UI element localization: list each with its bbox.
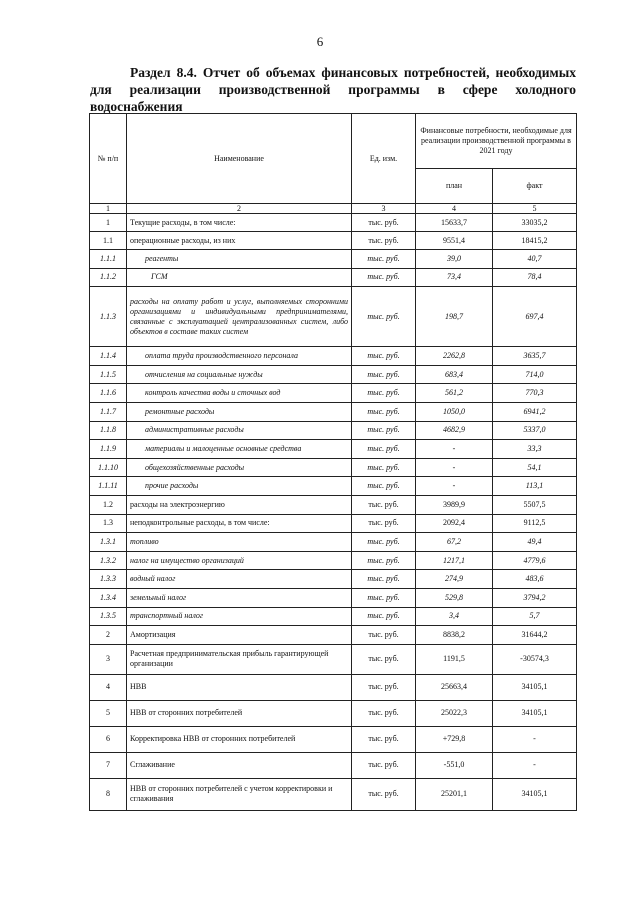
header-needs: Финансовые потребности, необходимые для реализации производственной программы в 2021 году bbox=[416, 114, 577, 169]
table-row bbox=[90, 440, 577, 459]
row-name: НВВ от сторонних потребителей bbox=[127, 700, 352, 726]
row-number: 1.3.4 bbox=[90, 588, 127, 607]
row-number: 1.3 bbox=[90, 514, 127, 533]
table-row bbox=[90, 214, 577, 232]
row-number: 4 bbox=[90, 674, 127, 700]
table-row bbox=[90, 778, 577, 810]
row-number: 7 bbox=[90, 752, 127, 778]
row-plan-value: 25663,4 bbox=[416, 674, 493, 700]
row-number: 1.3.3 bbox=[90, 570, 127, 589]
row-name: расходы на оплату работ и услуг, выполняемых сторонними организациями и индивидуальными предпринимателями, связанные с эксплуатацией централизованных систем, либо объектов в составе таких систем bbox=[127, 287, 352, 347]
row-number: 6 bbox=[90, 726, 127, 752]
row-fact-value: 3794,2 bbox=[493, 588, 577, 607]
row-plan-value: 1217,1 bbox=[416, 551, 493, 570]
row-name: ГСМ bbox=[127, 268, 352, 287]
row-plan-value: 4682,9 bbox=[416, 421, 493, 440]
row-name: налог на имущество организаций bbox=[127, 551, 352, 570]
row-number: 1.1.5 bbox=[90, 365, 127, 384]
row-unit: тыс. руб. bbox=[352, 551, 416, 570]
row-unit: тыс. руб. bbox=[352, 365, 416, 384]
row-name: НВВ от сторонних потребителей с учетом корректировки и сглаживания bbox=[127, 778, 352, 810]
table-row bbox=[90, 365, 577, 384]
column-number: 2 bbox=[127, 204, 352, 214]
row-unit: тыс. руб. bbox=[352, 778, 416, 810]
row-name: контроль качества воды и сточных вод bbox=[127, 384, 352, 403]
table-row bbox=[90, 384, 577, 403]
row-unit: тыс. руб. bbox=[352, 514, 416, 533]
header-plan: план bbox=[416, 169, 493, 204]
row-unit: тыс. руб. bbox=[352, 570, 416, 589]
row-fact-value: 5507,5 bbox=[493, 495, 577, 514]
column-number: 5 bbox=[493, 204, 577, 214]
row-name: Сглаживание bbox=[127, 752, 352, 778]
column-number: 4 bbox=[416, 204, 493, 214]
row-fact-value: 34105,1 bbox=[493, 700, 577, 726]
row-fact-value: 770,3 bbox=[493, 384, 577, 403]
row-plan-value: 25022,3 bbox=[416, 700, 493, 726]
row-fact-value: 34105,1 bbox=[493, 674, 577, 700]
row-number: 8 bbox=[90, 778, 127, 810]
page-number: 6 bbox=[316, 34, 324, 49]
table-row bbox=[90, 570, 577, 589]
row-unit: тыс. руб. bbox=[352, 232, 416, 250]
row-name: Расчетная предпринимательская прибыль гарантирующей организации bbox=[127, 644, 352, 674]
row-plan-value: 15633,7 bbox=[416, 214, 493, 232]
row-fact-value: 49,4 bbox=[493, 533, 577, 552]
table-row bbox=[90, 268, 577, 287]
row-unit: тыс. руб. bbox=[352, 644, 416, 674]
row-number: 1.3.2 bbox=[90, 551, 127, 570]
row-fact-value: 6941,2 bbox=[493, 402, 577, 421]
table-row bbox=[90, 402, 577, 421]
row-name: транспортный налог bbox=[127, 607, 352, 626]
row-fact-value: -30574,3 bbox=[493, 644, 577, 674]
row-unit: тыс. руб. bbox=[352, 250, 416, 269]
row-fact-value: 5337,0 bbox=[493, 421, 577, 440]
row-number: 1.1.9 bbox=[90, 440, 127, 459]
row-name: неподконтрольные расходы, в том числе: bbox=[127, 514, 352, 533]
table-row bbox=[90, 232, 577, 250]
row-number: 1.1.6 bbox=[90, 384, 127, 403]
row-unit: тыс. руб. bbox=[352, 533, 416, 552]
row-fact-value: 714,0 bbox=[493, 365, 577, 384]
row-unit: тыс. руб. bbox=[352, 440, 416, 459]
row-name: земельный налог bbox=[127, 588, 352, 607]
row-plan-value: 2092,4 bbox=[416, 514, 493, 533]
table-row bbox=[90, 533, 577, 552]
row-number: 1.1 bbox=[90, 232, 127, 250]
row-number: 1.3.5 bbox=[90, 607, 127, 626]
row-number: 1 bbox=[90, 214, 127, 232]
row-plan-value: 2262,8 bbox=[416, 347, 493, 366]
row-plan-value: 683,4 bbox=[416, 365, 493, 384]
row-fact-value: 33035,2 bbox=[493, 214, 577, 232]
row-fact-value: 697,4 bbox=[493, 287, 577, 347]
row-name: материалы и малоценные основные средства bbox=[127, 440, 352, 459]
row-fact-value: - bbox=[493, 752, 577, 778]
section-heading: Раздел 8.4. Отчет об объемах финансовых потребностей, необходимых для реализации производственной программы в сфере холодного водоснабжения bbox=[90, 65, 576, 114]
row-plan-value: 73,4 bbox=[416, 268, 493, 287]
row-unit: тыс. руб. bbox=[352, 674, 416, 700]
row-fact-value: 5,7 bbox=[493, 607, 577, 626]
row-unit: тыс. руб. bbox=[352, 588, 416, 607]
row-unit: тыс. руб. bbox=[352, 607, 416, 626]
row-plan-value: 3989,9 bbox=[416, 495, 493, 514]
row-unit: тыс. руб. bbox=[352, 458, 416, 477]
row-plan-value: 561,2 bbox=[416, 384, 493, 403]
row-fact-value: - bbox=[493, 726, 577, 752]
row-name: расходы на электроэнергию bbox=[127, 495, 352, 514]
row-plan-value: 274,9 bbox=[416, 570, 493, 589]
row-fact-value: 3635,7 bbox=[493, 347, 577, 366]
row-name: топливо bbox=[127, 533, 352, 552]
row-unit: тыс. руб. bbox=[352, 402, 416, 421]
row-plan-value: - bbox=[416, 477, 493, 496]
row-plan-value: 39,0 bbox=[416, 250, 493, 269]
row-name: водный налог bbox=[127, 570, 352, 589]
row-plan-value: 198,7 bbox=[416, 287, 493, 347]
table-row bbox=[90, 607, 577, 626]
row-number: 2 bbox=[90, 626, 127, 645]
row-unit: тыс. руб. bbox=[352, 347, 416, 366]
table-row bbox=[90, 514, 577, 533]
row-number: 1.1.4 bbox=[90, 347, 127, 366]
row-number: 1.1.10 bbox=[90, 458, 127, 477]
header-unit: Ед. изм. bbox=[352, 114, 416, 204]
row-plan-value: 3,4 bbox=[416, 607, 493, 626]
row-unit: тыс. руб. bbox=[352, 626, 416, 645]
row-fact-value: 78,4 bbox=[493, 268, 577, 287]
row-number: 1.1.11 bbox=[90, 477, 127, 496]
row-name: Текущие расходы, в том числе: bbox=[127, 214, 352, 232]
row-fact-value: 54,1 bbox=[493, 458, 577, 477]
table-row bbox=[90, 674, 577, 700]
row-plan-value: 1050,0 bbox=[416, 402, 493, 421]
row-name: административные расходы bbox=[127, 421, 352, 440]
row-number: 1.2 bbox=[90, 495, 127, 514]
financial-needs-table bbox=[89, 113, 577, 811]
row-unit: тыс. руб. bbox=[352, 268, 416, 287]
row-plan-value: - bbox=[416, 440, 493, 459]
table-row bbox=[90, 421, 577, 440]
table-row bbox=[90, 752, 577, 778]
row-name: ремонтные расходы bbox=[127, 402, 352, 421]
row-plan-value: 25201,1 bbox=[416, 778, 493, 810]
row-number: 5 bbox=[90, 700, 127, 726]
row-name: прочие расходы bbox=[127, 477, 352, 496]
row-plan-value: +729,8 bbox=[416, 726, 493, 752]
row-unit: тыс. руб. bbox=[352, 384, 416, 403]
row-name: Амортизация bbox=[127, 626, 352, 645]
row-unit: тыс. руб. bbox=[352, 477, 416, 496]
row-unit: тыс. руб. bbox=[352, 495, 416, 514]
table-row bbox=[90, 477, 577, 496]
row-number: 1.1.7 bbox=[90, 402, 127, 421]
table-row bbox=[90, 347, 577, 366]
row-fact-value: 34105,1 bbox=[493, 778, 577, 810]
header-name: Наименование bbox=[127, 114, 352, 204]
table-row bbox=[90, 644, 577, 674]
row-number: 1.1.3 bbox=[90, 287, 127, 347]
header-num: № п/п bbox=[90, 114, 127, 204]
row-plan-value: -551,0 bbox=[416, 752, 493, 778]
row-fact-value: 113,1 bbox=[493, 477, 577, 496]
row-number: 1.1.2 bbox=[90, 268, 127, 287]
table-row bbox=[90, 700, 577, 726]
row-name: отчисления на социальные нужды bbox=[127, 365, 352, 384]
column-number: 3 bbox=[352, 204, 416, 214]
row-plan-value: 67,2 bbox=[416, 533, 493, 552]
table-row bbox=[90, 626, 577, 645]
column-number: 1 bbox=[90, 204, 127, 214]
row-name: оплата труда производственного персонала bbox=[127, 347, 352, 366]
row-fact-value: 4779,6 bbox=[493, 551, 577, 570]
row-name: НВВ bbox=[127, 674, 352, 700]
table-row bbox=[90, 551, 577, 570]
table-row bbox=[90, 726, 577, 752]
row-unit: тыс. руб. bbox=[352, 214, 416, 232]
row-name: Корректировка НВВ от сторонних потребителей bbox=[127, 726, 352, 752]
row-unit: тыс. руб. bbox=[352, 421, 416, 440]
row-number: 1.1.8 bbox=[90, 421, 127, 440]
table-row bbox=[90, 287, 577, 347]
row-unit: тыс. руб. bbox=[352, 287, 416, 347]
row-plan-value: 9551,4 bbox=[416, 232, 493, 250]
row-unit: тыс. руб. bbox=[352, 726, 416, 752]
row-fact-value: 33,3 bbox=[493, 440, 577, 459]
table-row bbox=[90, 250, 577, 269]
table-row bbox=[90, 588, 577, 607]
row-plan-value: - bbox=[416, 458, 493, 477]
row-number: 1.1.1 bbox=[90, 250, 127, 269]
row-plan-value: 8838,2 bbox=[416, 626, 493, 645]
row-fact-value: 483,6 bbox=[493, 570, 577, 589]
row-plan-value: 529,8 bbox=[416, 588, 493, 607]
row-name: реагенты bbox=[127, 250, 352, 269]
table-row bbox=[90, 458, 577, 477]
row-name: общехозяйственные расходы bbox=[127, 458, 352, 477]
row-fact-value: 40,7 bbox=[493, 250, 577, 269]
row-unit: тыс. руб. bbox=[352, 700, 416, 726]
row-number: 3 bbox=[90, 644, 127, 674]
row-plan-value: 1191,5 bbox=[416, 644, 493, 674]
row-number: 1.3.1 bbox=[90, 533, 127, 552]
row-name: операционные расходы, из них bbox=[127, 232, 352, 250]
row-fact-value: 31644,2 bbox=[493, 626, 577, 645]
table-row bbox=[90, 495, 577, 514]
row-fact-value: 9112,5 bbox=[493, 514, 577, 533]
header-fact: факт bbox=[493, 169, 577, 204]
row-unit: тыс. руб. bbox=[352, 752, 416, 778]
row-fact-value: 18415,2 bbox=[493, 232, 577, 250]
